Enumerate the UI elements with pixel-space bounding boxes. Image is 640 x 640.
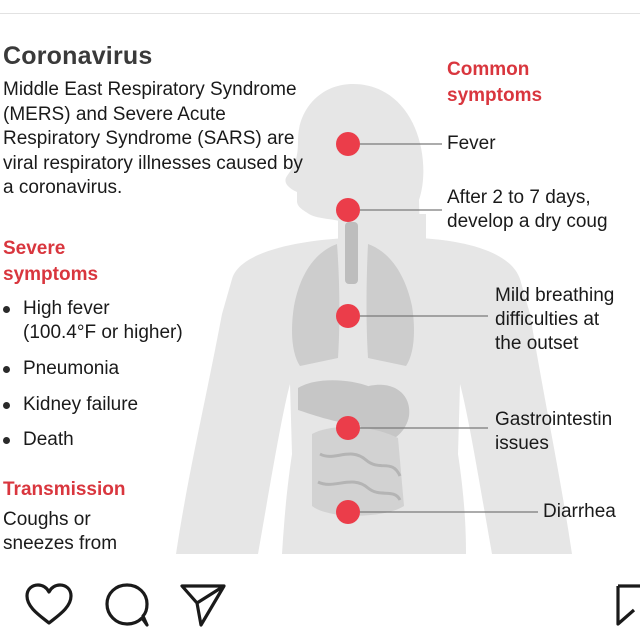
intro-paragraph: Middle East Respiratory Syndrome (MERS) and Severe Acute Respiratory Syndrome (SARS) are viral respiratory illnesses caused by a coronavirus. [3, 79, 303, 198]
marker-breathing [336, 304, 360, 328]
post-action-bar [0, 572, 640, 640]
symptom-dry-cough: After 2 to 7 days, develop a dry coug [447, 187, 608, 232]
bullet-dot [3, 306, 10, 313]
send-icon[interactable] [178, 582, 228, 628]
symptom-gastrointestinal: Gastrointestin issues [495, 409, 613, 454]
marker-diarrhea [336, 500, 360, 524]
marker-dry-cough [336, 198, 360, 222]
heart-icon[interactable] [24, 582, 74, 628]
comment-icon[interactable] [102, 582, 152, 628]
bullet-dot [3, 437, 10, 444]
bookmark-icon[interactable] [612, 582, 640, 628]
marker-fever [336, 132, 360, 156]
infographic-title: Coronavirus [3, 42, 153, 70]
symptom-breathing: Mild breathing difficulties at the outset [495, 285, 615, 354]
severe-symptoms-heading: Severe symptoms [3, 238, 99, 285]
transmission-heading: Transmission [3, 479, 126, 500]
symptom-fever: Fever [447, 133, 496, 154]
bullet-dot [3, 366, 10, 373]
transmission-text: Coughs or sneezes from [3, 509, 118, 554]
digestive-organs [298, 380, 409, 516]
symptom-diarrhea: Diarrhea [543, 501, 616, 522]
marker-gastrointestinal [336, 416, 360, 440]
bullet-dot [3, 402, 10, 409]
common-symptoms-heading: Common symptoms [447, 59, 543, 106]
